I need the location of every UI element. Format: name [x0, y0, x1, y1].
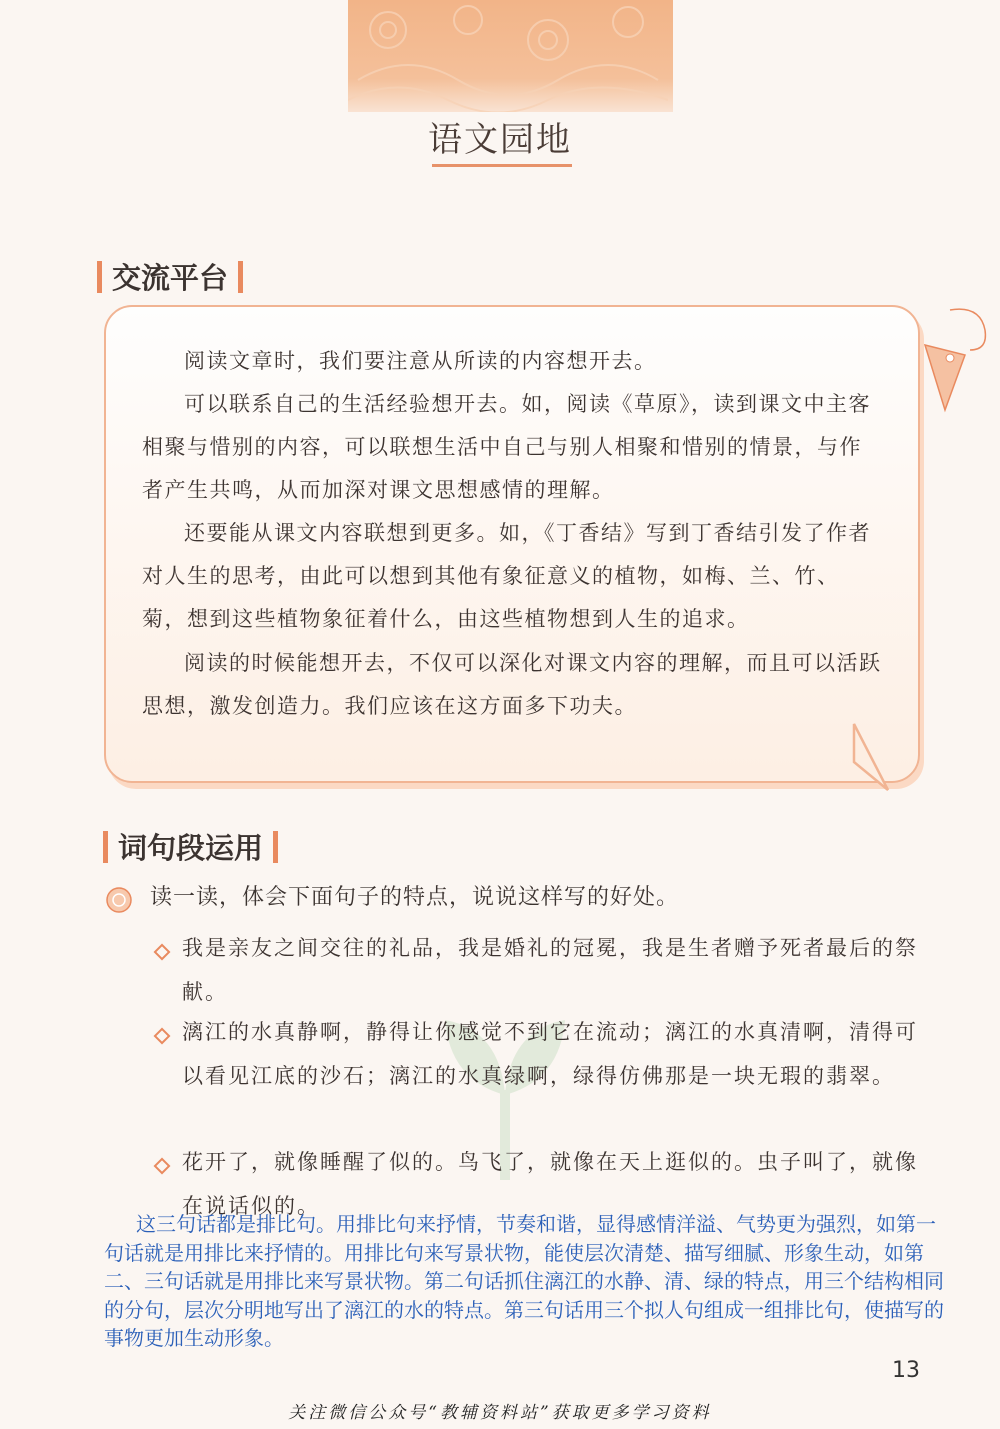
section-heading-text: 词句段运用: [118, 831, 264, 865]
section-heading-text: 交流平台: [112, 261, 229, 295]
bubble-tail: [852, 722, 890, 792]
example-sentence: 花开了，就像睡醒了似的。鸟飞了，就像在天上逛似的。虫子叫了，就像在说话似的。: [182, 1150, 918, 1218]
section-heading-exchange: [97, 256, 243, 297]
reading-icon: [105, 886, 133, 914]
tag-icon: [910, 300, 995, 430]
heading-bar-right: [238, 261, 243, 293]
section-heading-usage: [103, 826, 278, 867]
header-decoration: [348, 0, 673, 112]
exchange-paragraph: 阅读文章时，我们要注意从所读的内容想开去。: [184, 349, 657, 373]
example-sentence: 漓江的水真静啊，静得让你感觉不到它在流动；漓江的水真清啊，清得可以看见江底的沙石；漓江的水真绿啊，绿得仿佛那是一块无瑕的翡翠。: [182, 1020, 918, 1088]
pattern-icon: [348, 0, 673, 112]
exercise-instruction: 读一读，体会下面句子的特点，说说这样写的好处。: [150, 885, 680, 910]
footer-note: 关注微信公众号“教辅资料站”获取更多学习资料: [288, 1403, 712, 1423]
title-underline: [432, 164, 572, 167]
page-title: 语文园地: [428, 120, 572, 160]
diamond-bullet-icon: [154, 1158, 171, 1175]
heading-bar-right: [273, 831, 278, 863]
exchange-paragraph: 还要能从课文内容联想到更多。如，《丁香结》写到丁香结引发了作者对人生的思考，由此可以想到其他有象征意义的植物，如梅、兰、竹、菊，想到这些植物象征着什么，由这些植物想到人生的追求。: [142, 521, 871, 631]
diamond-bullet-icon: [154, 944, 171, 961]
answer-text: 这三句话都是排比句。用排比句来抒情，节奏和谐，显得感情洋溢、气势更为强烈，如第一句话就是用排比来抒情的。用排比句来写景状物，能使层次清楚、描写细腻、形象生动，如第二、三句话就是用排比来写景状物。第二句话抓住漓江的水静、清、绿的特点，用三个结构相同的分句，层次分明地写出了漓江的水的特点。第三句话用三个拟人句组成一组排比句，使描写的事物更加生动形象。: [104, 1212, 944, 1350]
exchange-paragraph: 阅读的时候能想开去，不仅可以深化对课文内容的理解，而且可以活跃思想，激发创造力。我们应该在这方面多下功夫。: [142, 651, 882, 718]
diamond-bullet-icon: [154, 1028, 171, 1045]
heading-bar-left: [103, 831, 108, 863]
example-sentence: 我是亲友之间交往的礼品，我是婚礼的冠冕，我是生者赠予死者最后的祭献。: [182, 936, 918, 1004]
heading-bar-left: [97, 261, 102, 293]
exchange-paragraph: 可以联系自己的生活经验想开去。如，阅读《草原》，读到课文中主客相聚与惜别的内容，可以联想生活中自己与别人相聚和惜别的情景，与作者产生共鸣，从而加深对课文思想感情的理解。: [142, 392, 871, 502]
page-number: 13: [892, 1358, 920, 1383]
